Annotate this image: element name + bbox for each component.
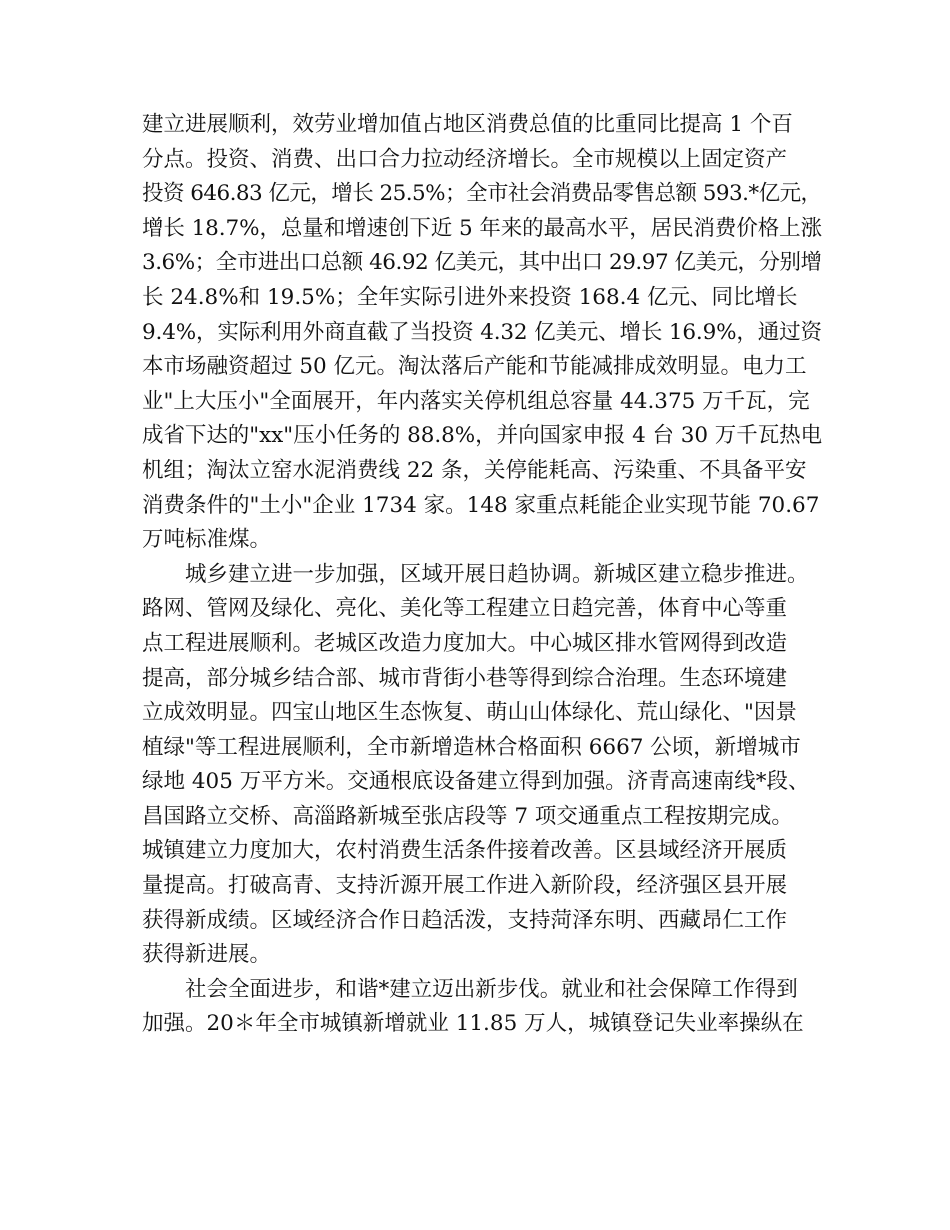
text-line: 路网、管网及绿化、亮化、美化等工程建立日趋完善，体育中心等重	[142, 596, 788, 622]
text-line: 城镇建立力度加大，农村消费生活条件接着改善。区县域经济开展质	[142, 838, 788, 864]
text-line: 长 24.8%和 19.5%；全年实际引进外来投资 168.4 亿元、同比增长	[142, 284, 798, 310]
text-line: 机组；淘汰立窑水泥消费线 22 条，关停能耗高、污染重、不具备平安	[142, 457, 807, 483]
text-line: 植绿"等工程进展顺利，全市新增造林合格面积 6667 公顷，新增城市	[142, 734, 801, 760]
text-line: 业"上大压小"全面展开，年内落实关停机组总容量 44.375 万千瓦，完	[142, 388, 810, 414]
text-line: 分点。投资、消费、出口合力拉动经济增长。全市规模以上固定资产	[142, 146, 788, 172]
text-line: 获得新进展。	[142, 942, 272, 968]
paragraph-society	[142, 973, 822, 1042]
text-line: 社会全面进步，和谐*建立迈出新步伐。就业和社会保障工作得到	[185, 976, 798, 1002]
text-line: 城乡建立进一步加强，区域开展日趋协调。新城区建立稳步推进。	[185, 561, 809, 587]
text-line: 3.6%；全市进出口总额 46.92 亿美元，其中出口 29.97 亿美元，分别增	[142, 250, 822, 276]
text-line: 增长 18.7%，总量和增速创下近 5 年来的最高水平，居民消费价格上涨	[142, 215, 822, 241]
text-line: 绿地 405 万平方米。交通根底设备建立得到加强。济青高速南线*段、	[142, 769, 810, 795]
text-line: 成省下达的"xx"压小任务的 88.8%，并向国家申报 4 台 30 万千瓦热电	[142, 423, 823, 449]
text-line: 加强。20＊年全市城镇新增就业 11.85 万人，城镇登记失业率操纵在	[142, 1011, 804, 1037]
text-line: 提高，部分城乡结合部、城市背街小巷等得到综合治理。生态环境建	[142, 665, 788, 691]
text-column	[142, 108, 822, 1042]
text-line: 万吨标准煤。	[142, 527, 272, 553]
text-line: 立成效明显。四宝山地区生态恢复、萌山山体绿化、荒山绿化、"因景	[142, 700, 797, 726]
text-line: 本市场融资超过 50 亿元。淘汰落后产能和节能减排成效明显。电力工	[142, 354, 807, 380]
paragraph-urban-rural	[142, 558, 822, 973]
text-line: 9.4%，实际利用外商直截了当投资 4.32 亿美元、增长 16.9%，通过资	[142, 319, 822, 345]
text-line: 建立进展顺利，效劳业增加值占地区消费总值的比重同比提高 1 个百	[142, 112, 793, 137]
text-line: 点工程进展顺利。老城区改造力度加大。中心城区排水管网得到改造	[142, 630, 788, 656]
text-line: 投资 646.83 亿元，增长 25.5%；全市社会消费品零售总额 593.*亿元，	[142, 181, 822, 207]
text-line: 昌国路立交桥、高淄路新城至张店段等 7 项交通重点工程按期完成。	[142, 803, 793, 829]
paragraph-economy	[142, 108, 822, 558]
text-line: 获得新成绩。区域经济合作日趋活泼，支持菏泽东明、西藏昂仁工作	[142, 907, 788, 933]
text-line: 消费条件的"土小"企业 1734 家。148 家重点耗能企业实现节能 70.67	[142, 492, 820, 518]
text-line: 量提高。打破高青、支持沂源开展工作进入新阶段，经济强区县开展	[142, 873, 788, 899]
